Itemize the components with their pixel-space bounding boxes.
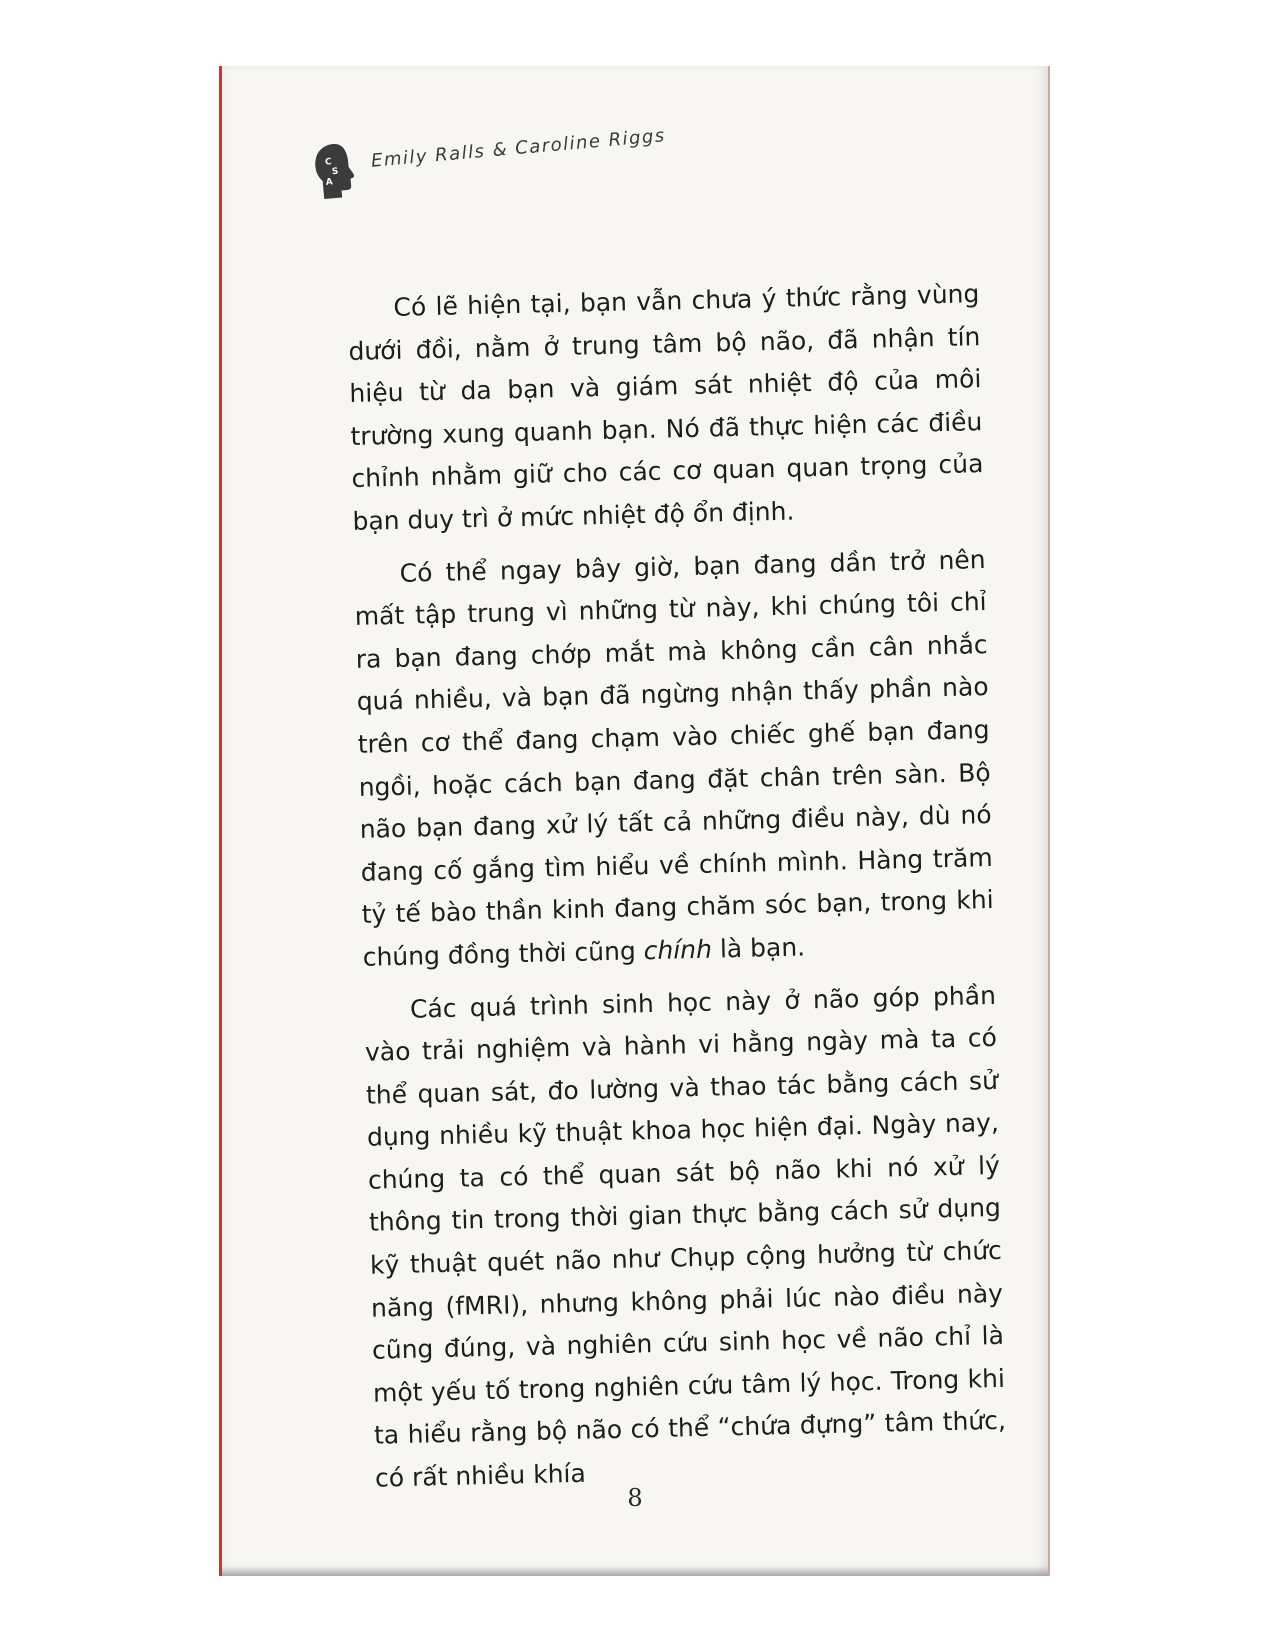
book-page (219, 66, 1050, 1576)
paragraph-2 (353, 539, 995, 980)
head-profile-logo-icon (311, 140, 356, 201)
page-edge-shadow (222, 1566, 1048, 1576)
paragraph-2-text: Có thể ngay bây giờ, bạn đang dần trở nên mất tập trung vì những từ này, khi chúng tôi chỉ ra bạn đang chớp mắt mà không cần cân nhắc quá nhiều, và bạn đã ngừng nhận thấy phần nào trên cơ thể đang chạm vào chiếc ghế bạn đang ngồi, hoặc cách bạn đang đặt chân trên sàn. Bộ não bạn đang xử lý tất cả những điều này, dù nó đang cố gắng tìm hiểu về chính mình. Hàng trăm tỷ tế bào thần kinh đang chăm sóc bạn, trong khi chúng đồng thời cũng (354, 544, 994, 972)
paragraph-1: Có lẽ hiện tại, bạn vẫn chưa ý thức rằng vùng dưới đồi, nằm ở trung tâm bộ não, đã nhận tín hiệu từ da bạn và giám sát nhiệt độ của môi trường xung quanh bạn. Nó đã thực hiện các điều chỉnh nhằm giữ cho các cơ quan quan trọng của bạn duy trì ở mức nhiệt độ ổn định. (348, 279, 984, 536)
header-author: Emily Ralls & Caroline Riggs (370, 125, 667, 172)
paragraph-2-emphasis: chính (643, 934, 713, 966)
paragraph-2-end: là bạn. (719, 932, 806, 964)
svg-text:C: C (324, 157, 333, 168)
page-number: 8 (627, 1484, 643, 1512)
svg-text:S: S (331, 166, 339, 178)
paragraph-3: Các quá trình sinh học này ở não góp phần vào trải nghiệm và hành vi hằng ngày mà ta có thể quan sát, đo lường và thao tác bằng cách sử dụng nhiều kỹ thuật khoa học hiện đại. Ngày nay, chúng ta có thể quan sát bộ não khi nó xử lý thông tin trong thời gian thực bằng cách sử dụng kỹ thuật quét não như Chụp cộng hưởng từ chức năng (fMRI), nhưng không phải lúc nào điều này cũng đúng, và nghiên cứu sinh học về não chỉ là một yếu tố trong nghiên cứu tâm lý học. Trong khi ta hiểu rằng bộ não có thể “chứa đựng” tâm thức, có rất nhiều khía (364, 980, 1007, 1493)
svg-text:A: A (325, 177, 334, 188)
body-text (347, 273, 1008, 1510)
running-header (310, 95, 696, 208)
